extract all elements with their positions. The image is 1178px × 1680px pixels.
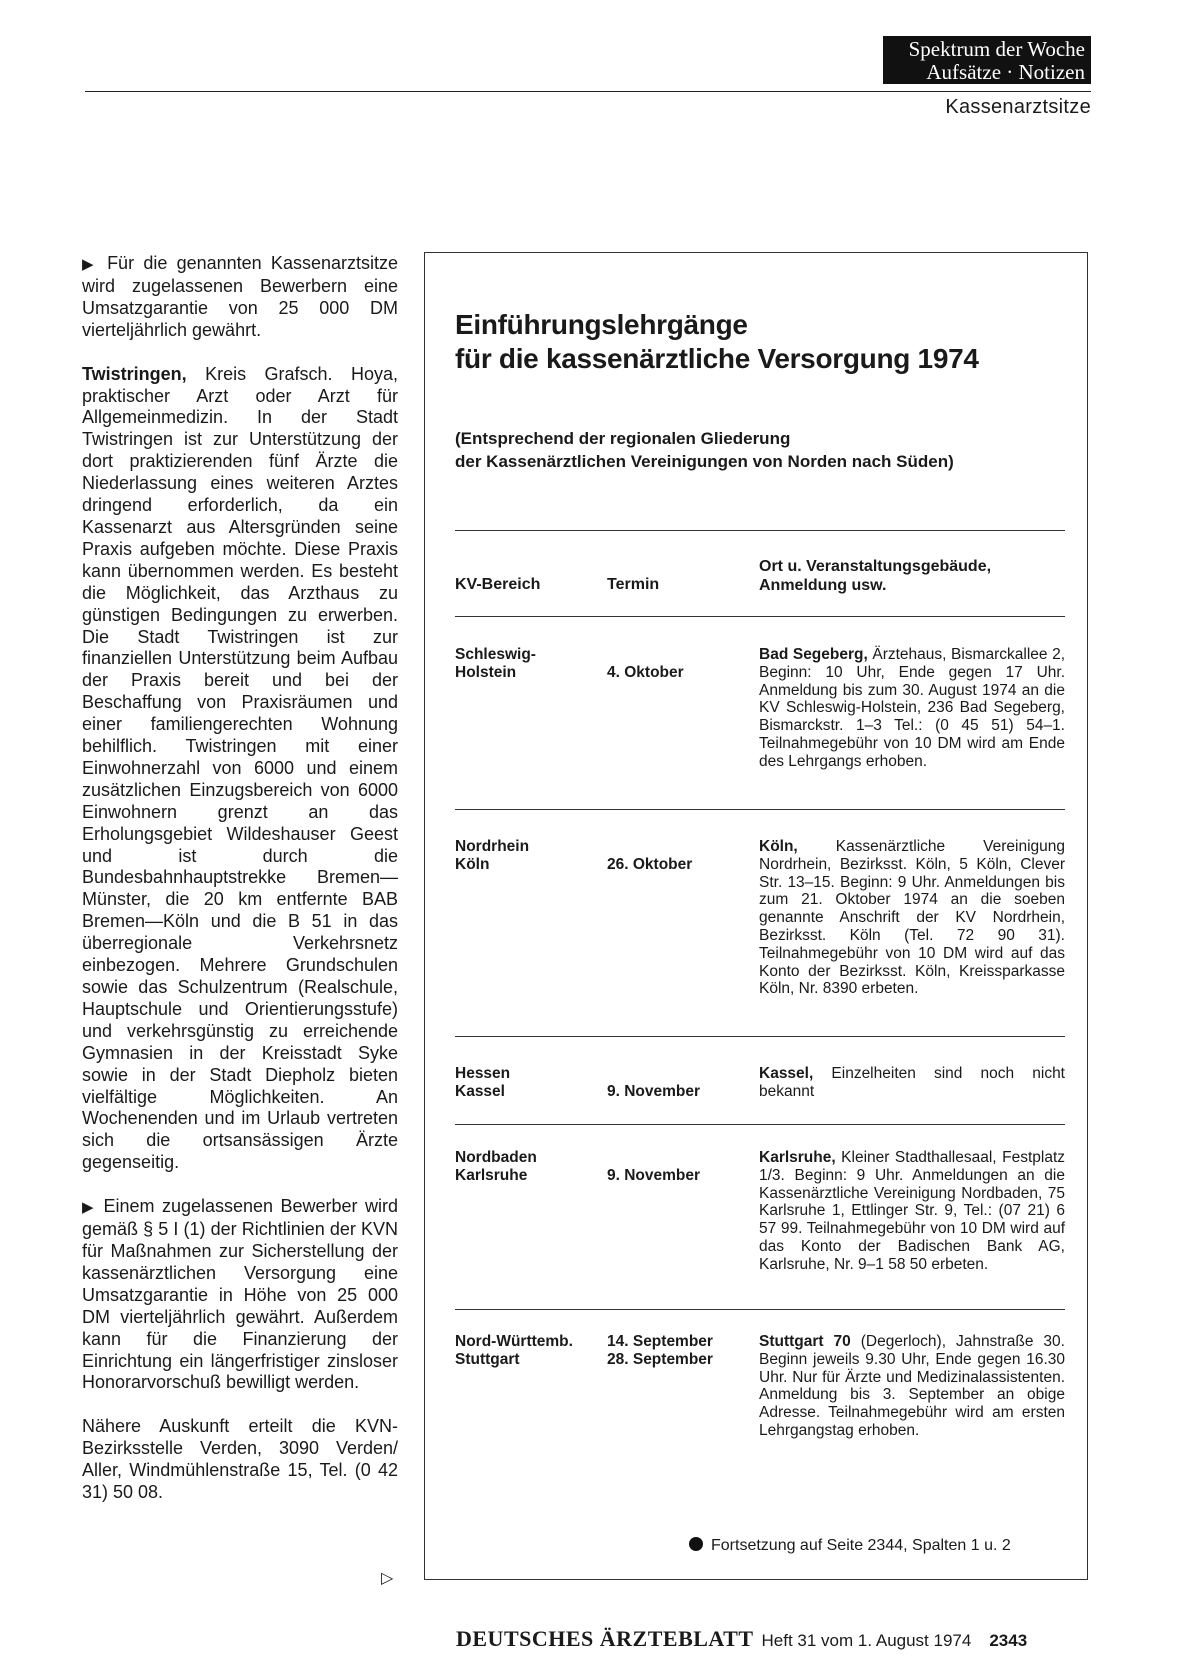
title-line-2: für die kassenärztliche Versorgung 1974 [455,343,979,374]
paragraph-text: Einem zugelassenen Bewerber wird gemäß § 5 I (1) der Richtlinien der KVN für Maßnahmen zur Sicherstellung der kassenärztlichen Versorgung eine Umsatzgarantie in Höhe von 25 000 DM vierteljährlich gewährt. Außerdem kann für die Finanzierung der Einrichtung ein längerfristiger zinsloser Honorarvorschuß bewilligt werden. [82,1196,398,1393]
place-name: Twistringen, [82,363,187,384]
row-termin [607,1333,713,1369]
paragraph-guarantee [82,253,398,342]
kv-line: Nord-Württemb. [455,1333,573,1350]
place-name: Bad Segeberg, [759,646,868,663]
row-description [759,838,1065,998]
kv-line: Nordrhein [455,838,530,855]
continuation-text: Fortsetzung auf Seite 2344, Spalten 1 u. 2 [711,1537,1011,1554]
description-text: Einzelheiten sind noch nicht bekannt [759,1065,1065,1100]
kv-line: Stuttgart [455,1351,520,1368]
page-footer [456,1626,1027,1652]
row-description [759,1333,1065,1440]
title-line-1: Einführungslehrgänge [455,309,748,340]
column-header-kv: KV-Bereich [455,576,541,593]
paragraph-contact [82,1416,398,1504]
place-name: Stuttgart 70 [759,1333,851,1350]
row-rule [455,1309,1065,1310]
place-name: Köln, [759,838,798,855]
section-title: Kassenarztsitze [945,96,1091,118]
row-description [759,1065,1065,1101]
description-text: (Degerloch), Jahnstraße 30. Beginn jeweils 9.30 Uhr, Ende gegen 16.30 Uhr. Nur für Ärzte und Medizinalassistenten. Anmeldung bis 3. September an obige Adresse. Teilnahmegebühr wird am ersten Lehrgangstag erhoben. [759,1333,1065,1439]
bullet-dot-icon [689,1537,703,1551]
subtitle-line-1: (Entsprechend der regionalen Gliederung [455,429,791,448]
continuation-note [689,1537,1011,1555]
issue-info: Heft 31 vom 1. August 1974 [761,1631,972,1650]
section-badge [883,36,1091,84]
place-name: Kassel, [759,1065,814,1082]
column-header-ort-line-2: Anmeldung usw. [759,577,887,594]
row-termin: 9. November [607,1083,701,1100]
triangle-bullet-icon: ▶ [82,256,98,273]
paragraph-text: Für die genannten Kassenarztsitze wird zugelassenen Bewerbern eine Umsatzgarantie von 25 000 DM vierteljährlich gewährt. [82,253,398,340]
column-header-termin: Termin [607,576,660,593]
paragraph-text: Kreis Grafsch. Hoya, praktischer Arzt oder Arzt für Allgemeinmedizin. In der Stadt Twistringen ist zur Unterstützung der dort praktizierenden fünf Ärzte die Niederlassung eines weiteren Arztes dringend erforderlich, da ein Kassenarzt aus Altersgründen seine Praxis aufgeben möchte. Diese Praxis kann übernommen werden. Es besteht die Möglichkeit, das Arzthaus zu günstigen Bedingungen zu erwerben. Die Stadt Twistringen ist zur finanziellen Unterstützung beim Aufbau der Praxis bereit und bei der Beschaffung von Praxisräumen und einer familiengerechten Wohnung behilflich. Twistringen mit einer Einwohnerzahl von 6000 und einem zusätzlichen Einzugsbereich von 6000 Einwohnern grenzt an das Erholungsgebiet Wildeshauser Geest und ist durch die Bundesbahnhauptstrekke Bremen—Münster, die 20 km entfernte BAB Bremen—Köln und die B 51 in das überregionale Verkehrsnetz einbezogen. Mehrere Grundschulen sowie das Schulzentrum (Realschule, Hauptschule und Orientierungsstufe) und verkehrsgünstig zu erreichende Gymnasien in der Kreisstadt Syke sowie in der Stadt Diepholz bieten vielfältige Möglichkeiten. An Wochenenden und im Urlaub vertreten sich die ortsansässigen Ärzte gegenseitig. [82,363,398,1173]
place-name: Karlsruhe, [759,1149,836,1166]
termin-line: 28. September [607,1351,713,1368]
row-rule [455,1124,1065,1125]
next-page-arrow-icon: ▷ [381,1570,394,1587]
termin-line: 14. September [607,1333,713,1350]
paragraph-text: Nähere Auskunft erteilt die KVN-Bezirksstelle Verden, 3090 Verden/ Aller, Windmühlenstraße 15, Tel. (0 42 31) 50 08. [82,1416,398,1503]
description-text: Kassenärztliche Vereinigung Nordrhein, Bezirksst. Köln, 5 Köln, Clever Str. 13–15. Beginn: 9 Uhr. Anmeldungen bis zum 21. Oktober 1974 an die soeben genannte Anschrift der KV Nordrhein, Bezirksst. Köln (Tel. 72 90 31). Teilnahmegebühr von 10 DM wird auf das Konto der Bezirksst. Köln, Kreissparkasse Köln, Nr. 8390 erbeten. [759,838,1065,998]
badge-line-1: Spektrum der Woche [908,37,1085,61]
badge-line-2: Aufsätze · Notizen [926,60,1085,84]
description-text: Kleiner Stadthallesaal, Festplatz 1/3. Beginn: 9 Uhr. Anmeldungen an die Kassenärztliche Vereinigung Nordbaden, 75 Karlsruhe 1, Ettlinger Str. 9, Tel.: (07 21) 6 57 99. Teilnahmegebühr von 10 DM wird auf das Konto der Badischen Bank AG, Karlsruhe, Nr. 9–1 58 50 erbeten. [759,1149,1065,1273]
row-termin: 9. November [607,1167,701,1184]
kv-line: Kassel [455,1083,505,1100]
header-rule [455,616,1065,617]
kv-line: Köln [455,856,490,873]
header-rule [85,91,1091,92]
course-box [424,252,1088,1580]
row-kv [455,1333,573,1369]
subtitle-line-2: der Kassenärztlichen Vereinigungen von Norden nach Süden) [455,452,954,471]
kv-line: Hessen [455,1065,511,1082]
paragraph-kvn [82,1196,398,1394]
table-top-rule [455,530,1065,531]
box-title [455,308,979,376]
paragraph-twistringen [82,364,398,1175]
box-subtitle [455,427,954,473]
row-kv [455,646,536,682]
row-termin: 4. Oktober [607,664,684,681]
kv-line: Schleswig- [455,646,536,663]
row-rule [455,809,1065,810]
description-text: Ärztehaus, Bismarckallee 2, Beginn: 10 Uhr, Ende gegen 17 Uhr. Anmeldung bis zum 30. August 1974 an die KV Schleswig-Holstein, 236 Bad Segeberg, Bismarckstr. 1–3 Tel.: (0 45 51) 54–1. Teilnahmegebühr von 10 DM wird am Ende des Lehrgangs erhoben. [759,646,1065,770]
journal-name: DEUTSCHES ÄRZTEBLATT [456,1626,754,1651]
row-rule [455,1036,1065,1037]
row-kv [455,838,529,874]
page-number: 2343 [989,1631,1028,1650]
triangle-bullet-icon: ▶ [82,1199,96,1217]
kv-line: Holstein [455,664,517,681]
row-description [759,1149,1065,1274]
row-kv [455,1065,510,1101]
left-column [82,253,398,1526]
row-description [759,646,1065,771]
column-header-ort [759,557,991,595]
kv-line: Karlsruhe [455,1167,528,1184]
row-kv [455,1149,537,1185]
column-header-ort-line-1: Ort u. Veranstaltungsgebäude, [759,558,992,575]
kv-line: Nordbaden [455,1149,537,1166]
row-termin: 26. Oktober [607,856,693,873]
